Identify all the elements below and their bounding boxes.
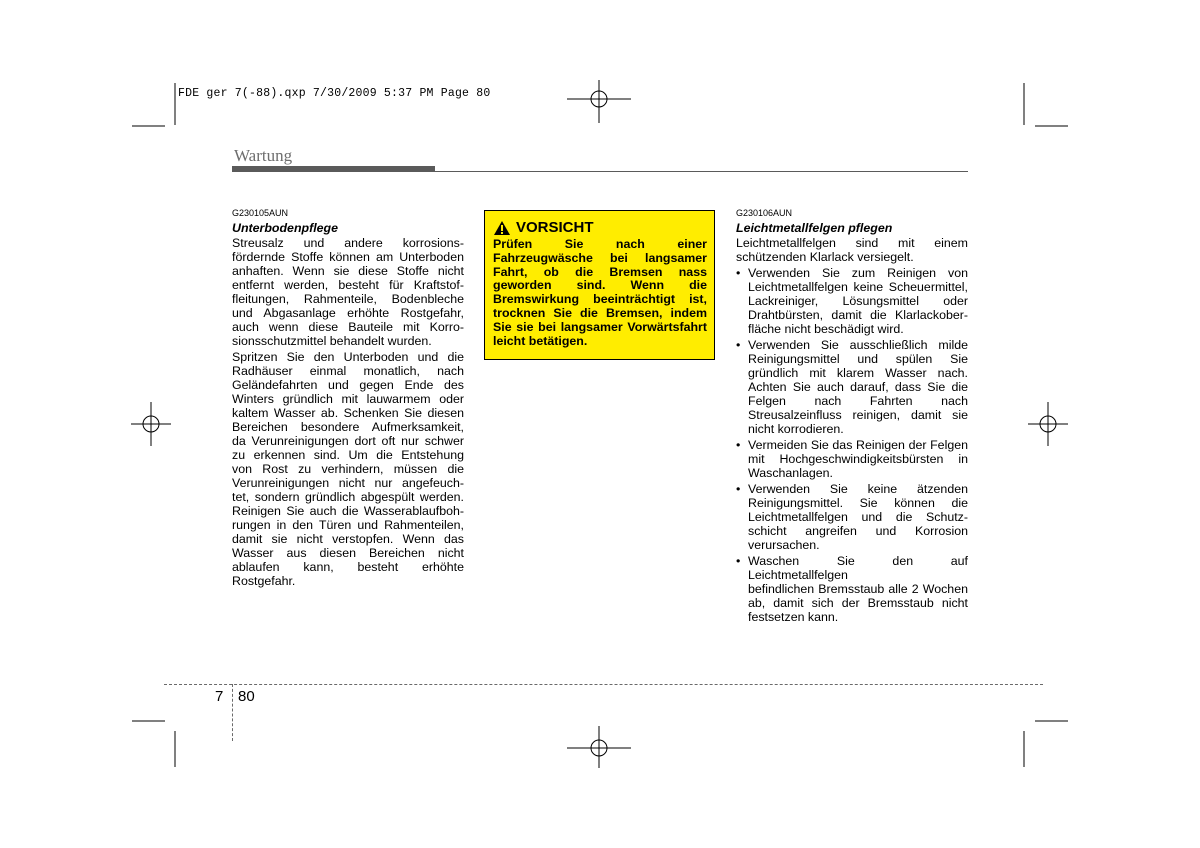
registration-mark-right-icon [1028, 402, 1068, 446]
text-line: entfernt werden, besteht für Kraftstof- [232, 278, 464, 292]
text-line: rungen in den Türen und Rahmenteilen, [232, 518, 464, 532]
footer-divider [232, 684, 233, 741]
registration-mark-left-icon [131, 402, 171, 446]
title-rule [435, 171, 968, 172]
text-line: fördernde Stoffe können am Unterboden [232, 250, 464, 264]
text-line: Leichtmetallfelgen sind mit einem [736, 236, 968, 250]
left-column [232, 207, 464, 590]
section-code: G230106AUN [736, 208, 793, 218]
list-item [736, 266, 968, 336]
text-line: anhaften. Wenn sie diese Stoffe nicht [232, 264, 464, 278]
bullet-icon: • [736, 438, 741, 452]
text-line: Prüfen Sie nach einer [493, 237, 707, 251]
text-line: sionsschutzmittel behandelt wurden. [232, 334, 432, 348]
text-line: Waschanlagen. [748, 466, 833, 480]
text-line: da Verunreinigungen dort oft nur schwer [232, 434, 464, 448]
text-line: Leichtmetallfelgen und die Schutz- [748, 510, 968, 524]
bullet-icon: • [736, 482, 741, 496]
title-bar [232, 166, 435, 172]
text-line: Lackreiniger, Lösungsmittel oder [748, 294, 968, 308]
caution-header [493, 219, 707, 236]
text-line: Streusalzeinfluss reinigen, damit sie [748, 408, 968, 422]
text-line: trocknen Sie die Bremsen, indem [493, 305, 707, 320]
text-line: kaltem Wasser ab. Schenken Sie diesen [232, 406, 464, 420]
section-heading: Unterbodenpflege [232, 221, 339, 235]
text-line: Verwenden Sie keine ätzenden [748, 482, 968, 496]
list-item [736, 338, 968, 436]
text-line: zu erkennen sind. Um die Entstehung [232, 448, 464, 462]
text-line: Fahrt, ob die Bremsen nass [493, 264, 707, 279]
print-slug: FDE ger 7(-88).qxp 7/30/2009 5:37 PM Page 80 [178, 87, 491, 100]
paragraph [232, 350, 464, 588]
text-line: Waschen Sie den auf Leichtmetallfelgen [748, 554, 968, 582]
bullet-list [736, 266, 968, 624]
text-line: Reinigen Sie auch die Wasserablaufboh- [232, 504, 464, 518]
text-line: auch wenn diese Bauteile mit Korro- [232, 320, 464, 334]
section-heading: Leichtmetallfelgen pflegen [736, 221, 893, 235]
text-line: fleitungen, Rahmenteile, Bodenbleche [232, 292, 464, 306]
text-line: nicht korrodieren. [748, 422, 844, 436]
text-line: Felgen nach Fahrten nach [748, 394, 968, 408]
caution-title: VORSICHT [516, 219, 594, 236]
text-line: mit Hochgeschwindigkeitsbürsten in [748, 452, 968, 466]
warning-triangle-icon [493, 220, 511, 236]
registration-mark-bottom-icon [567, 726, 631, 768]
text-line: leicht betätigen. [493, 333, 588, 348]
text-line: fläche nicht beschädigt wird. [748, 322, 904, 336]
text-line: verursachen. [748, 538, 820, 552]
paragraph [232, 236, 464, 348]
text-line: Streusalz und andere korrosions- [232, 236, 464, 250]
text-line: Winters gründlich mit lauwarmem oder [232, 392, 464, 406]
caution-text [493, 238, 707, 348]
registration-mark-top-icon [567, 80, 631, 123]
left-paragraphs [232, 236, 464, 588]
text-line: tet, sondern gründlich abgespült werden. [232, 490, 464, 504]
caution-box [484, 210, 715, 360]
text-line: Verunreinigungen nicht nur angefeuch- [232, 476, 464, 490]
text-line: Leichtmetallfelgen keine Scheuermittel, [748, 280, 968, 294]
text-line: und Abgasanlage erhöhte Rostgefahr, [232, 306, 464, 320]
bullet-icon: • [736, 266, 741, 280]
text-line: Bremswirkung beeinträchtigt ist, [493, 292, 707, 307]
text-line: ablaufen kann, besteht erhöhte Rostgefahr. [232, 560, 464, 588]
text-line: Reinigungsmittel und spülen Sie [748, 352, 968, 366]
text-line: Wasser aus diesen Bereichen nicht [232, 546, 464, 560]
text-line: Geländefahrten und gegen Ende des [232, 378, 464, 392]
list-item [736, 482, 968, 552]
footer-rule [164, 684, 1043, 685]
text-line: damit sie nicht verstopfen. Wenn das [232, 532, 464, 546]
text-line: Sie sie bei langsamer Vorwärtsfahrt [493, 319, 707, 334]
bullet-icon: • [736, 554, 741, 568]
text-line: Spritzen Sie den Unterboden und die [232, 350, 464, 364]
text-line: Bereichen besondere Aufmerksamkeit, [232, 420, 464, 434]
text-line: Vermeiden Sie das Reinigen der Felgen [748, 438, 968, 452]
page-number: 80 [238, 688, 255, 705]
list-item [736, 438, 968, 480]
text-line: ab, damit sich der Bremsstaub nicht [748, 596, 968, 610]
text-line: Reinigungsmittel. Sie können die [748, 496, 968, 510]
text-line: Radhäuser einmal monatlich, nach [232, 364, 464, 378]
text-line: festsetzen kann. [748, 610, 839, 624]
section-code: G230105AUN [232, 208, 289, 218]
text-line: Verwenden Sie zum Reinigen von [748, 266, 968, 280]
list-item [736, 554, 968, 624]
text-line: befindlichen Bremsstaub alle 2 Wochen [748, 582, 968, 596]
bullet-icon: • [736, 338, 741, 352]
text-line: geworden sind. Wenn die [493, 278, 707, 293]
text-line: Verwenden Sie ausschließlich milde [748, 338, 968, 352]
text-line: von Rost zu verhindern, müssen die [232, 462, 464, 476]
intro-paragraph [736, 236, 968, 264]
text-line: Drahtbürsten, damit die Klarlackober- [748, 308, 968, 322]
text-line: Achten Sie auch darauf, dass Sie die [748, 380, 968, 394]
text-line: Fahrzeugwäsche bei langsamer [493, 250, 707, 265]
chapter-number: 7 [215, 688, 224, 705]
text-line: schicht angreifen und Korrosion [748, 524, 968, 538]
right-column [736, 207, 968, 626]
text-line: gründlich mit klarem Wasser nach. [748, 366, 968, 380]
text-line: schützenden Klarlack versiegelt. [736, 250, 914, 264]
section-title: Wartung [234, 146, 293, 165]
